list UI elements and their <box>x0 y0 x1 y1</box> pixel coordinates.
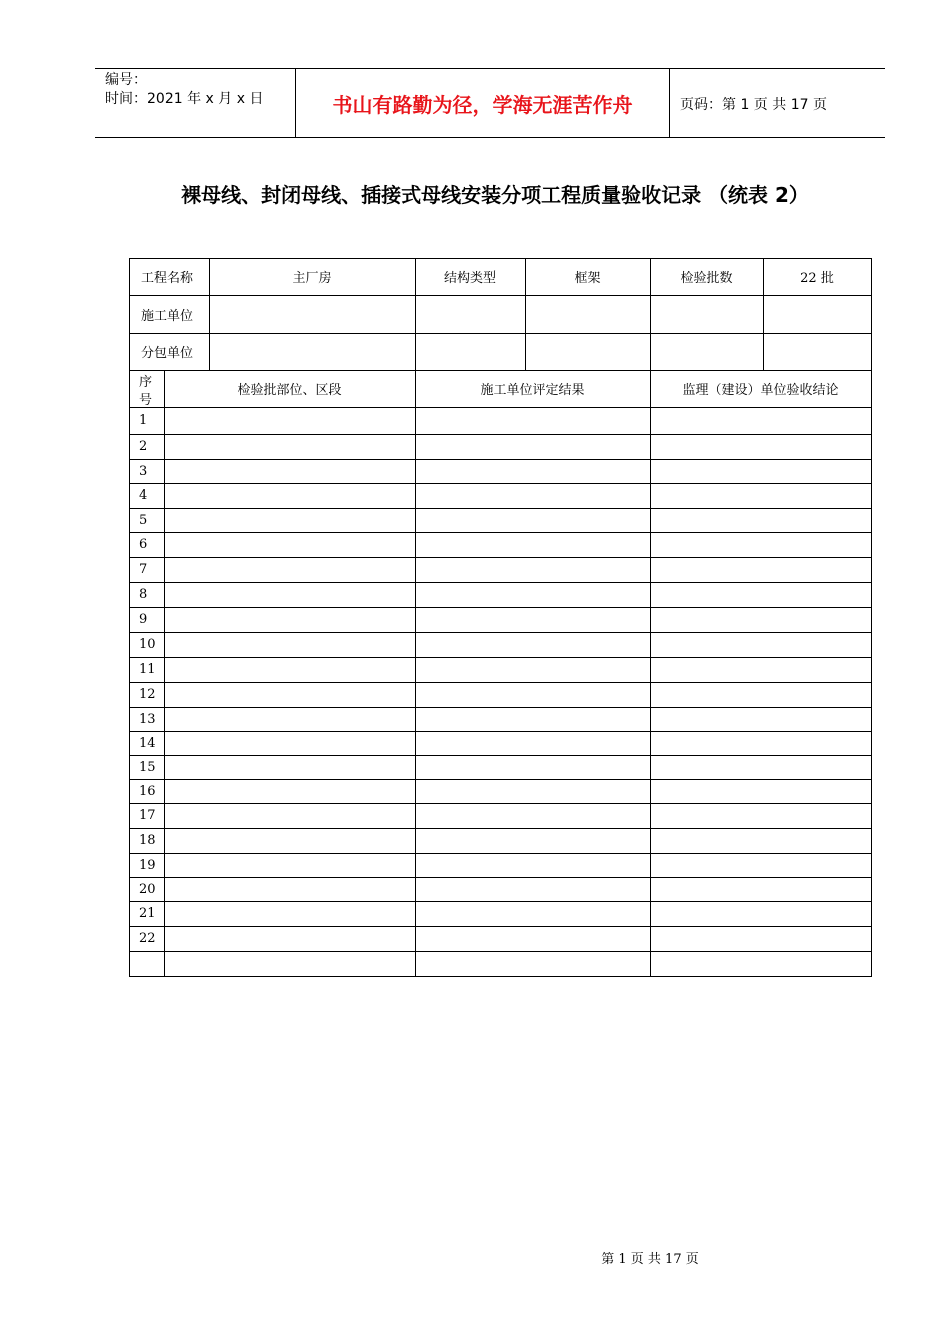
row-number: 22 <box>139 931 156 946</box>
column-header-conclusion: 监理（建设）单位验收结论 <box>682 383 839 398</box>
row-number: 19 <box>139 857 156 873</box>
table-rule <box>129 607 872 608</box>
table-rule <box>871 258 872 370</box>
info-value <box>525 295 650 333</box>
page-title: 裸母线、封闭母线、插接式母线安装分项工程质量验收记录 （统表 2） <box>181 183 809 207</box>
row-number: 9 <box>139 612 148 627</box>
acceptance-record-table <box>129 258 871 976</box>
table-rule <box>129 483 872 484</box>
row-number: 14 <box>139 735 156 751</box>
table-rule <box>129 803 872 804</box>
row-number: 18 <box>139 833 156 848</box>
row-number: 13 <box>139 711 156 727</box>
table-rule <box>129 407 872 408</box>
document-header <box>95 68 885 138</box>
table-rule <box>129 707 872 708</box>
row-number: 8 <box>139 587 148 602</box>
info-value <box>763 333 871 370</box>
info-value <box>525 333 650 370</box>
table-rule <box>129 951 872 952</box>
info-value <box>415 333 525 370</box>
info-value <box>209 333 415 370</box>
row-number: 6 <box>139 537 148 552</box>
document-number-label: 编号： <box>105 72 147 88</box>
table-rule <box>129 853 872 854</box>
table-rule <box>129 682 872 683</box>
row-number <box>129 951 164 976</box>
info-value: 检验批数 <box>680 271 733 286</box>
column-header-seq: 序号 <box>139 375 153 407</box>
table-rule <box>129 828 872 829</box>
info-value <box>415 295 525 333</box>
row-number: 5 <box>139 512 148 528</box>
info-value: 结构类型 <box>443 271 496 286</box>
table-rule <box>129 459 872 460</box>
info-value: 22 批 <box>800 271 834 286</box>
info-label: 施工单位 <box>141 308 194 324</box>
info-label: 工程名称 <box>141 271 194 286</box>
table-rule <box>129 508 872 509</box>
table-rule <box>129 901 872 902</box>
row-number: 15 <box>139 759 156 775</box>
table-rule <box>129 557 872 558</box>
info-value <box>650 295 763 333</box>
column-header-result: 施工单位评定结果 <box>480 383 585 398</box>
table-rule <box>129 976 872 977</box>
table-rule <box>129 582 872 583</box>
row-number: 7 <box>139 562 148 577</box>
header-meta <box>105 71 263 109</box>
info-value <box>650 333 763 370</box>
row-number: 12 <box>139 687 156 702</box>
table-rule <box>129 434 872 435</box>
header-page-number: 页码：第 1 页 共 17 页 <box>680 97 827 113</box>
info-value: 主厂房 <box>292 271 332 286</box>
row-number: 2 <box>139 439 148 454</box>
info-value: 框架 <box>574 271 601 286</box>
header-motto: 书山有路勤为径，学海无涯苦作舟 <box>332 93 633 117</box>
table-rule <box>129 632 872 633</box>
row-number: 17 <box>139 808 156 823</box>
row-number: 16 <box>139 783 156 799</box>
row-number: 4 <box>139 488 148 503</box>
table-rule <box>129 779 872 780</box>
info-label: 分包单位 <box>141 346 194 361</box>
table-rule <box>129 877 872 878</box>
column-header-location: 检验批部位、区段 <box>237 383 342 398</box>
table-rule <box>871 370 872 977</box>
row-number: 1 <box>139 413 148 428</box>
table-rule <box>129 926 872 927</box>
row-number: 21 <box>139 906 156 921</box>
header-divider <box>669 69 670 137</box>
table-rule <box>650 370 651 977</box>
row-number: 20 <box>139 881 156 897</box>
table-rule <box>129 731 872 732</box>
info-value <box>209 295 415 333</box>
table-rule <box>129 657 872 658</box>
row-number: 3 <box>139 463 148 479</box>
row-number: 10 <box>139 637 156 652</box>
info-value <box>763 295 871 333</box>
table-rule <box>164 370 165 977</box>
document-time: 时间：2021 年 x 月 x 日 <box>105 91 264 107</box>
row-number: 11 <box>139 662 156 677</box>
table-rule <box>129 532 872 533</box>
table-rule <box>129 755 872 756</box>
page-footer: 第 1 页 共 17 页 <box>601 1252 699 1267</box>
table-rule <box>415 370 416 977</box>
